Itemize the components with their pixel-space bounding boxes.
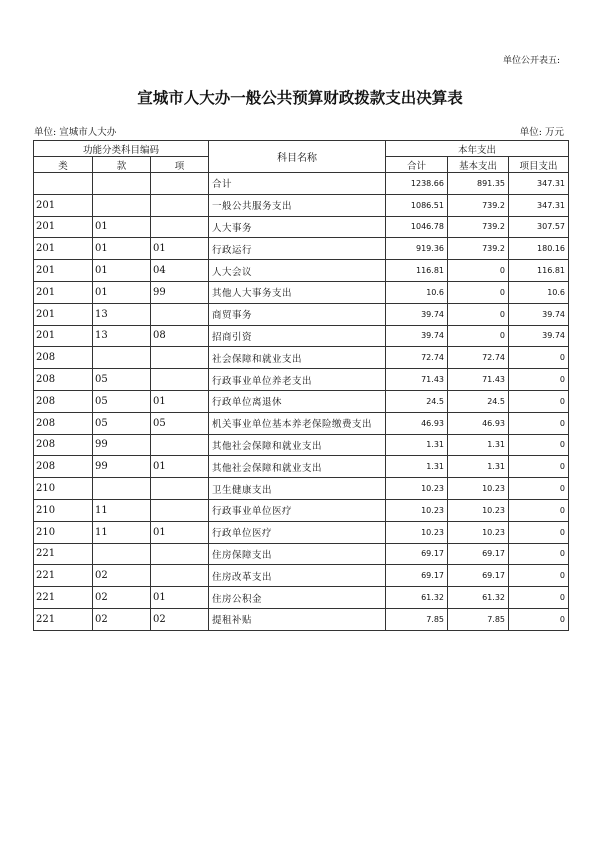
cell-subject-name: 卫生健康支出 xyxy=(209,478,386,500)
cell-total: 46.93 xyxy=(386,412,448,434)
cell-lei: 201 xyxy=(34,238,93,260)
cell-kuan xyxy=(93,543,151,565)
cell-kuan: 05 xyxy=(93,369,151,391)
cell-basic: 10.23 xyxy=(448,499,509,521)
cell-lei: 210 xyxy=(34,478,93,500)
cell-lei: 221 xyxy=(34,608,93,630)
cell-xiang xyxy=(151,303,209,325)
cell-lei: 210 xyxy=(34,521,93,543)
table-row xyxy=(34,478,569,500)
cell-xiang xyxy=(151,347,209,369)
cell-xiang xyxy=(151,499,209,521)
cell-subject-name: 其他社会保障和就业支出 xyxy=(209,456,386,478)
cell-project: 347.31 xyxy=(509,173,569,195)
cell-kuan xyxy=(93,478,151,500)
cell-xiang: 01 xyxy=(151,390,209,412)
cell-total: 1086.51 xyxy=(386,194,448,216)
cell-lei: 208 xyxy=(34,434,93,456)
cell-basic: 0 xyxy=(448,281,509,303)
table-row xyxy=(34,499,569,521)
cell-lei: 201 xyxy=(34,281,93,303)
cell-xiang: 01 xyxy=(151,456,209,478)
cell-xiang: 08 xyxy=(151,325,209,347)
cell-total: 1238.66 xyxy=(386,173,448,195)
cell-lei: 210 xyxy=(34,499,93,521)
cell-basic: 24.5 xyxy=(448,390,509,412)
cell-lei: 208 xyxy=(34,412,93,434)
cell-subject-name: 其他人大事务支出 xyxy=(209,281,386,303)
cell-basic: 7.85 xyxy=(448,608,509,630)
table-row xyxy=(34,608,569,630)
cell-xiang: 01 xyxy=(151,238,209,260)
cell-xiang: 01 xyxy=(151,587,209,609)
cell-project: 39.74 xyxy=(509,325,569,347)
cell-kuan: 99 xyxy=(93,434,151,456)
header-xiang: 项 xyxy=(151,157,209,173)
cell-lei: 208 xyxy=(34,369,93,391)
table-row xyxy=(34,565,569,587)
table-row xyxy=(34,216,569,238)
cell-basic: 69.17 xyxy=(448,565,509,587)
table-row xyxy=(34,543,569,565)
cell-total: 69.17 xyxy=(386,543,448,565)
cell-total: 72.74 xyxy=(386,347,448,369)
cell-total: 24.5 xyxy=(386,390,448,412)
cell-subject-name: 商贸事务 xyxy=(209,303,386,325)
cell-kuan: 01 xyxy=(93,260,151,282)
cell-subject-name: 社会保障和就业支出 xyxy=(209,347,386,369)
cell-xiang xyxy=(151,216,209,238)
cell-kuan: 02 xyxy=(93,587,151,609)
cell-kuan xyxy=(93,173,151,195)
table-row xyxy=(34,369,569,391)
cell-subject-name: 行政单位离退休 xyxy=(209,390,386,412)
cell-total: 61.32 xyxy=(386,587,448,609)
table-row xyxy=(34,260,569,282)
cell-basic: 46.93 xyxy=(448,412,509,434)
cell-basic: 10.23 xyxy=(448,478,509,500)
cell-xiang: 01 xyxy=(151,521,209,543)
cell-xiang xyxy=(151,543,209,565)
cell-subject-name: 招商引资 xyxy=(209,325,386,347)
table-row xyxy=(34,434,569,456)
cell-project: 10.6 xyxy=(509,281,569,303)
cell-lei: 208 xyxy=(34,390,93,412)
cell-subject-name: 行政运行 xyxy=(209,238,386,260)
table-row xyxy=(34,390,569,412)
page-title: 宣城市人大办一般公共预算财政拨款支出决算表 xyxy=(137,89,463,107)
cell-kuan xyxy=(93,194,151,216)
cell-project: 307.57 xyxy=(509,216,569,238)
header-total: 合计 xyxy=(386,157,448,173)
table-row xyxy=(34,347,569,369)
cell-kuan: 05 xyxy=(93,412,151,434)
cell-total: 7.85 xyxy=(386,608,448,630)
cell-lei: 201 xyxy=(34,260,93,282)
cell-lei: 208 xyxy=(34,456,93,478)
cell-total: 69.17 xyxy=(386,565,448,587)
header-year-expenditure: 本年支出 xyxy=(386,141,569,157)
cell-project: 0 xyxy=(509,434,569,456)
table-row xyxy=(34,281,569,303)
cell-subject-name: 合计 xyxy=(209,173,386,195)
header-basic: 基本支出 xyxy=(448,157,509,173)
cell-kuan: 01 xyxy=(93,281,151,303)
cell-xiang xyxy=(151,434,209,456)
cell-kuan: 01 xyxy=(93,238,151,260)
cell-xiang: 02 xyxy=(151,608,209,630)
cell-project: 180.16 xyxy=(509,238,569,260)
table-row xyxy=(34,325,569,347)
cell-project: 116.81 xyxy=(509,260,569,282)
cell-total: 10.23 xyxy=(386,521,448,543)
cell-project: 0 xyxy=(509,565,569,587)
cell-lei: 201 xyxy=(34,216,93,238)
cell-basic: 0 xyxy=(448,303,509,325)
cell-xiang xyxy=(151,478,209,500)
cell-kuan: 99 xyxy=(93,456,151,478)
cell-basic: 739.2 xyxy=(448,238,509,260)
header-lei: 类 xyxy=(34,157,93,173)
cell-kuan xyxy=(93,347,151,369)
cell-xiang xyxy=(151,173,209,195)
table-row xyxy=(34,521,569,543)
cell-subject-name: 住房改革支出 xyxy=(209,565,386,587)
cell-basic: 72.74 xyxy=(448,347,509,369)
cell-lei: 201 xyxy=(34,325,93,347)
cell-lei: 201 xyxy=(34,194,93,216)
cell-total: 919.36 xyxy=(386,238,448,260)
cell-project: 0 xyxy=(509,347,569,369)
cell-total: 1.31 xyxy=(386,434,448,456)
header-subject-name: 科目名称 xyxy=(209,141,386,173)
cell-subject-name: 住房保障支出 xyxy=(209,543,386,565)
cell-kuan: 05 xyxy=(93,390,151,412)
cell-kuan: 01 xyxy=(93,216,151,238)
cell-basic: 0 xyxy=(448,260,509,282)
cell-subject-name: 机关事业单位基本养老保险缴费支出 xyxy=(209,412,386,434)
cell-project: 0 xyxy=(509,521,569,543)
table-row xyxy=(34,173,569,195)
cell-basic: 1.31 xyxy=(448,434,509,456)
cell-xiang xyxy=(151,369,209,391)
cell-basic: 739.2 xyxy=(448,194,509,216)
cell-project: 0 xyxy=(509,478,569,500)
unit-label: 单位: 宣城市人大办 xyxy=(34,127,117,138)
cell-lei: 221 xyxy=(34,543,93,565)
cell-project: 0 xyxy=(509,456,569,478)
cell-total: 10.23 xyxy=(386,478,448,500)
cell-subject-name: 其他社会保障和就业支出 xyxy=(209,434,386,456)
cell-basic: 1.31 xyxy=(448,456,509,478)
expenditure-table xyxy=(33,140,569,631)
cell-xiang: 99 xyxy=(151,281,209,303)
cell-total: 10.23 xyxy=(386,499,448,521)
table-number-note: 单位公开表五: xyxy=(502,56,560,66)
cell-basic: 61.32 xyxy=(448,587,509,609)
cell-project: 39.74 xyxy=(509,303,569,325)
cell-project: 0 xyxy=(509,587,569,609)
cell-kuan: 02 xyxy=(93,565,151,587)
header-project: 项目支出 xyxy=(509,157,569,173)
cell-basic: 739.2 xyxy=(448,216,509,238)
cell-project: 0 xyxy=(509,412,569,434)
cell-project: 0 xyxy=(509,369,569,391)
header-kuan: 款 xyxy=(93,157,151,173)
cell-total: 1.31 xyxy=(386,456,448,478)
cell-lei xyxy=(34,173,93,195)
cell-basic: 69.17 xyxy=(448,543,509,565)
cell-total: 1046.78 xyxy=(386,216,448,238)
cell-kuan: 13 xyxy=(93,325,151,347)
cell-subject-name: 行政事业单位医疗 xyxy=(209,499,386,521)
cell-lei: 221 xyxy=(34,587,93,609)
cell-basic: 71.43 xyxy=(448,369,509,391)
table-row xyxy=(34,456,569,478)
cell-basic: 0 xyxy=(448,325,509,347)
cell-basic: 891.35 xyxy=(448,173,509,195)
cell-total: 10.6 xyxy=(386,281,448,303)
cell-project: 347.31 xyxy=(509,194,569,216)
table-body xyxy=(34,173,569,631)
currency-unit-label: 单位: 万元 xyxy=(519,127,564,138)
table-row xyxy=(34,238,569,260)
cell-subject-name: 一般公共服务支出 xyxy=(209,194,386,216)
cell-subject-name: 提租补贴 xyxy=(209,608,386,630)
table-row xyxy=(34,303,569,325)
cell-subject-name: 住房公积金 xyxy=(209,587,386,609)
cell-subject-name: 行政单位医疗 xyxy=(209,521,386,543)
cell-project: 0 xyxy=(509,499,569,521)
cell-xiang xyxy=(151,194,209,216)
cell-kuan: 02 xyxy=(93,608,151,630)
cell-lei: 201 xyxy=(34,303,93,325)
cell-basic: 10.23 xyxy=(448,521,509,543)
cell-project: 0 xyxy=(509,390,569,412)
cell-subject-name: 人大事务 xyxy=(209,216,386,238)
cell-total: 116.81 xyxy=(386,260,448,282)
cell-xiang xyxy=(151,565,209,587)
cell-subject-name: 人大会议 xyxy=(209,260,386,282)
cell-project: 0 xyxy=(509,608,569,630)
cell-kuan: 13 xyxy=(93,303,151,325)
cell-lei: 208 xyxy=(34,347,93,369)
cell-lei: 221 xyxy=(34,565,93,587)
cell-subject-name: 行政事业单位养老支出 xyxy=(209,369,386,391)
cell-project: 0 xyxy=(509,543,569,565)
table-row xyxy=(34,194,569,216)
cell-kuan: 11 xyxy=(93,499,151,521)
cell-total: 39.74 xyxy=(386,303,448,325)
table-row xyxy=(34,587,569,609)
table-row xyxy=(34,412,569,434)
cell-xiang: 04 xyxy=(151,260,209,282)
cell-xiang: 05 xyxy=(151,412,209,434)
header-func-code: 功能分类科目编码 xyxy=(34,141,209,157)
cell-total: 39.74 xyxy=(386,325,448,347)
cell-total: 71.43 xyxy=(386,369,448,391)
cell-kuan: 11 xyxy=(93,521,151,543)
